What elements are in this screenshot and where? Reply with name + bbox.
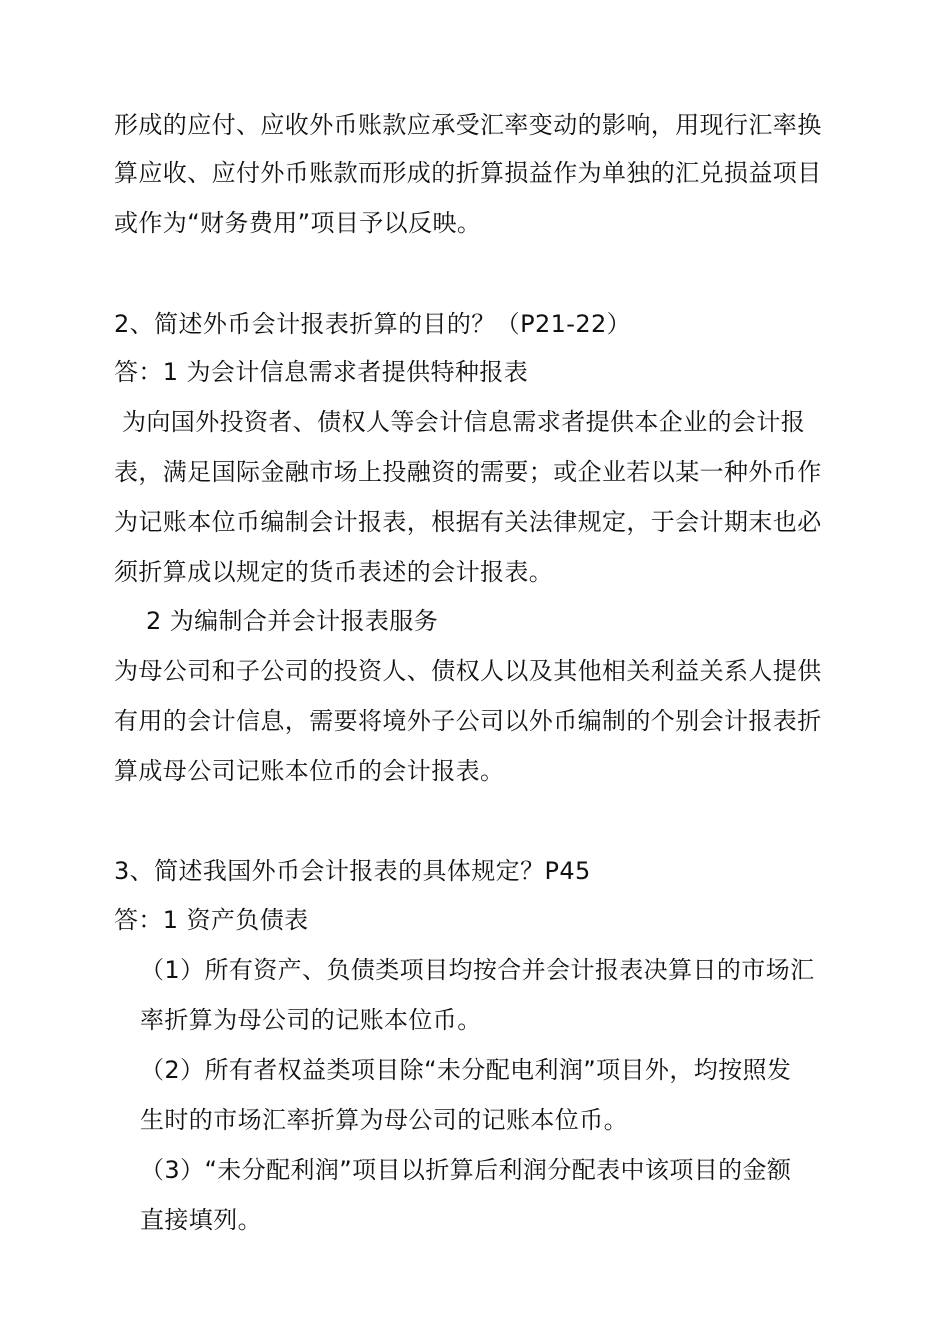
- q2-para2-line-3: 算成母公司记账本位币的会计报表。: [114, 757, 505, 785]
- q3-item-1-line-1: （1）所有资产、负债类项目均按合并会计报表决算日的市场汇: [140, 956, 815, 984]
- q3-item-1-line-2: 率折算为母公司的记账本位币。: [140, 1006, 482, 1034]
- intro-line-1: 形成的应付、应收外币账款应承受汇率变动的影响，用现行汇率换: [114, 111, 822, 139]
- q2-point-2-heading: 2 为编制合并会计报表服务: [146, 607, 439, 635]
- q2-para1-line-1: 为向国外投资者、债权人等会计信息需求者提供本企业的会计报: [122, 408, 806, 436]
- question-2-heading: 2、简述外币会计报表折算的目的？（P21-22）: [114, 310, 632, 338]
- q3-item-3-line-2: 直接填列。: [140, 1206, 262, 1234]
- q2-para2-line-2: 有用的会计信息，需要将境外子公司以外币编制的个别会计报表折: [114, 707, 822, 735]
- q3-item-2-line-2: 生时的市场汇率折算为母公司的记账本位币。: [140, 1106, 628, 1134]
- q3-item-2-line-1: （2）所有者权益类项目除“未分配电利润”项目外，均按照发: [140, 1056, 792, 1084]
- q2-para1-line-4: 须折算成以规定的货币表述的会计报表。: [114, 558, 554, 586]
- q2-para1-line-3: 为记账本位币编制会计报表，根据有关法律规定，于会计期末也必: [114, 508, 822, 536]
- q2-para2-line-1: 为母公司和子公司的投资人、债权人以及其他相关利益关系人提供: [114, 657, 822, 685]
- q3-item-3-line-1: （3）“未分配利润”项目以折算后利润分配表中该项目的金额: [140, 1156, 792, 1184]
- question-2-answer-head: 答：1 为会计信息需求者提供特种报表: [114, 358, 529, 386]
- intro-line-3: 或作为“财务费用”项目予以反映。: [114, 209, 482, 237]
- question-3-heading: 3、简述我国外币会计报表的具体规定？P45: [114, 857, 591, 885]
- question-3-answer-head: 答：1 资产负债表: [114, 906, 309, 934]
- q2-para1-line-2: 表，满足国际金融市场上投融资的需要；或企业若以某一种外币作: [114, 458, 822, 486]
- intro-line-2: 算应收、应付外币账款而形成的折算损益作为单独的汇兑损益项目: [114, 159, 822, 187]
